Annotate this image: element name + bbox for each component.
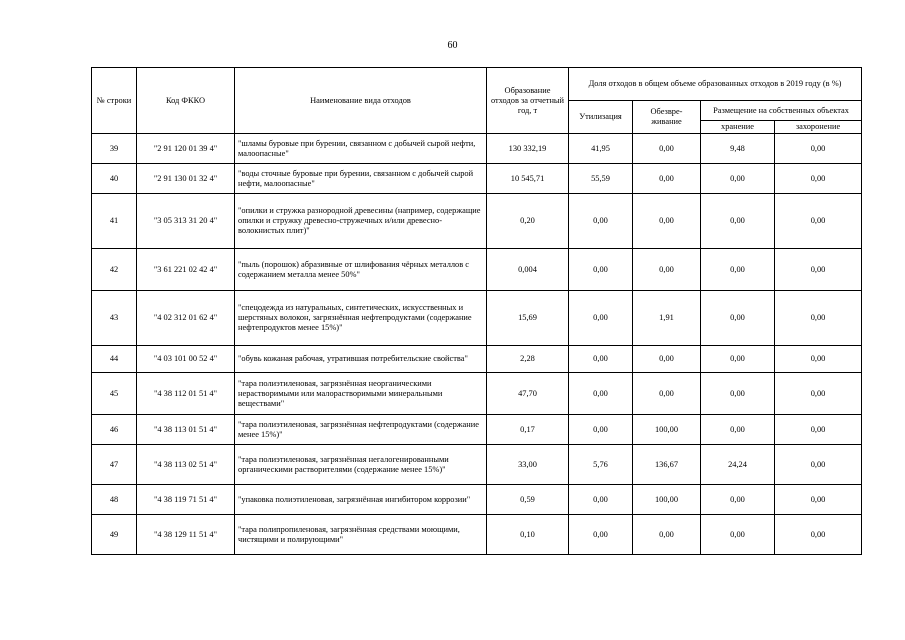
cell-name: "опилки и стружка разнородной древесины (например, содержащие опилки и стружку древесно-стружечных и/или древесно-волокнистых плит)" (235, 194, 487, 249)
cell-storage: 0,00 (701, 346, 775, 373)
table-row (92, 515, 862, 555)
cell-neutralization: 0,00 (633, 194, 701, 249)
cell-burial: 0,00 (775, 164, 862, 194)
table-row (92, 194, 862, 249)
cell-formation: 47,70 (487, 373, 569, 415)
cell-formation: 15,69 (487, 291, 569, 346)
cell-burial: 0,00 (775, 515, 862, 555)
cell-neutralization: 1,91 (633, 291, 701, 346)
cell-storage: 24,24 (701, 445, 775, 485)
cell-burial: 0,00 (775, 485, 862, 515)
cell-burial: 0,00 (775, 134, 862, 164)
cell-utilization: 0,00 (569, 194, 633, 249)
header-burial: захоронение (775, 121, 862, 134)
cell-formation: 0,59 (487, 485, 569, 515)
cell-code: "4 03 101 00 52 4" (137, 346, 235, 373)
header-share-group: Доля отходов в общем объеме образованных отходов в 2019 году (в %) (569, 68, 862, 101)
cell-formation: 2,28 (487, 346, 569, 373)
table-row (92, 415, 862, 445)
header-utilization: Утилизация (569, 101, 633, 134)
cell-utilization: 0,00 (569, 249, 633, 291)
header-formation: Образование отходов за отчетный год, т (487, 68, 569, 134)
cell-utilization: 55,59 (569, 164, 633, 194)
cell-row-no: 47 (92, 445, 137, 485)
cell-name: "тара полиэтиленовая, загрязнённая неорганическими нерастворимыми или малорастворимыми минеральными веществами" (235, 373, 487, 415)
cell-utilization: 0,00 (569, 346, 633, 373)
cell-utilization: 0,00 (569, 373, 633, 415)
cell-name: "воды сточные буровые при бурении, связанном с добычей сырой нефти, малоопасные" (235, 164, 487, 194)
cell-row-no: 39 (92, 134, 137, 164)
cell-formation: 10 545,71 (487, 164, 569, 194)
cell-burial: 0,00 (775, 194, 862, 249)
table-row (92, 249, 862, 291)
table-row (92, 346, 862, 373)
cell-row-no: 44 (92, 346, 137, 373)
cell-neutralization: 0,00 (633, 346, 701, 373)
table-row (92, 445, 862, 485)
cell-code: "2 91 120 01 39 4" (137, 134, 235, 164)
cell-burial: 0,00 (775, 445, 862, 485)
cell-neutralization: 0,00 (633, 249, 701, 291)
cell-formation: 130 332,19 (487, 134, 569, 164)
cell-burial: 0,00 (775, 249, 862, 291)
cell-burial: 0,00 (775, 373, 862, 415)
cell-storage: 0,00 (701, 249, 775, 291)
cell-row-no: 43 (92, 291, 137, 346)
cell-utilization: 41,95 (569, 134, 633, 164)
cell-neutralization: 0,00 (633, 515, 701, 555)
cell-code: "3 05 313 31 20 4" (137, 194, 235, 249)
cell-formation: 0,20 (487, 194, 569, 249)
cell-neutralization: 0,00 (633, 373, 701, 415)
cell-code: "4 38 113 01 51 4" (137, 415, 235, 445)
cell-storage: 0,00 (701, 515, 775, 555)
cell-burial: 0,00 (775, 291, 862, 346)
cell-name: "тара полиэтиленовая, загрязнённая негалогенированными органическими растворителями (содержание менее 15%)" (235, 445, 487, 485)
cell-code: "4 38 113 02 51 4" (137, 445, 235, 485)
cell-utilization: 0,00 (569, 291, 633, 346)
cell-burial: 0,00 (775, 346, 862, 373)
cell-name: "пыль (порошок) абразивные от шлифования чёрных металлов с содержанием металла менее 50%" (235, 249, 487, 291)
cell-code: "2 91 130 01 32 4" (137, 164, 235, 194)
cell-storage: 0,00 (701, 415, 775, 445)
table-row (92, 485, 862, 515)
cell-name: "спецодежда из натуральных, синтетических, искусственных и шерстяных волокон, загрязнённая нефтепродуктами (содержание нефтепродуктов менее 15%)" (235, 291, 487, 346)
cell-formation: 0,004 (487, 249, 569, 291)
cell-code: "4 38 119 71 51 4" (137, 485, 235, 515)
cell-burial: 0,00 (775, 415, 862, 445)
cell-utilization: 0,00 (569, 415, 633, 445)
cell-name: "упаковка полиэтиленовая, загрязнённая ингибитором коррозии" (235, 485, 487, 515)
header-name: Наименование вида отходов (235, 68, 487, 134)
table-row (92, 291, 862, 346)
cell-neutralization: 136,67 (633, 445, 701, 485)
cell-storage: 9,48 (701, 134, 775, 164)
cell-name: "тара полипропиленовая, загрязнённая средствами моющими, чистящими и полирующими" (235, 515, 487, 555)
cell-utilization: 0,00 (569, 515, 633, 555)
table-row (92, 373, 862, 415)
cell-row-no: 42 (92, 249, 137, 291)
cell-row-no: 49 (92, 515, 137, 555)
table-row (92, 164, 862, 194)
cell-row-no: 48 (92, 485, 137, 515)
cell-formation: 33,00 (487, 445, 569, 485)
header-row-no: № строки (92, 68, 137, 134)
header-placement-group: Размещение на собственных объектах (701, 101, 862, 121)
cell-utilization: 5,76 (569, 445, 633, 485)
cell-storage: 0,00 (701, 373, 775, 415)
cell-code: "4 02 312 01 62 4" (137, 291, 235, 346)
cell-row-no: 40 (92, 164, 137, 194)
cell-formation: 0,17 (487, 415, 569, 445)
waste-table (91, 67, 862, 555)
cell-code: "4 38 129 11 51 4" (137, 515, 235, 555)
cell-name: "шламы буровые при бурении, связанном с добычей сырой нефти, малоопасные" (235, 134, 487, 164)
cell-row-no: 41 (92, 194, 137, 249)
cell-neutralization: 100,00 (633, 415, 701, 445)
cell-neutralization: 100,00 (633, 485, 701, 515)
cell-name: "тара полиэтиленовая, загрязнённая нефтепродуктами (содержание менее 15%)" (235, 415, 487, 445)
header-neutralization: Обезвре-живание (633, 101, 701, 134)
table-row (92, 134, 862, 164)
header-code: Код ФККО (137, 68, 235, 134)
cell-storage: 0,00 (701, 194, 775, 249)
cell-neutralization: 0,00 (633, 134, 701, 164)
cell-storage: 0,00 (701, 291, 775, 346)
cell-formation: 0,10 (487, 515, 569, 555)
cell-storage: 0,00 (701, 164, 775, 194)
cell-utilization: 0,00 (569, 485, 633, 515)
cell-name: "обувь кожаная рабочая, утратившая потребительские свойства" (235, 346, 487, 373)
cell-storage: 0,00 (701, 485, 775, 515)
cell-code: "3 61 221 02 42 4" (137, 249, 235, 291)
cell-code: "4 38 112 01 51 4" (137, 373, 235, 415)
cell-row-no: 45 (92, 373, 137, 415)
cell-neutralization: 0,00 (633, 164, 701, 194)
cell-row-no: 46 (92, 415, 137, 445)
header-storage: хранение (701, 121, 775, 134)
page-number: 60 (447, 40, 458, 51)
